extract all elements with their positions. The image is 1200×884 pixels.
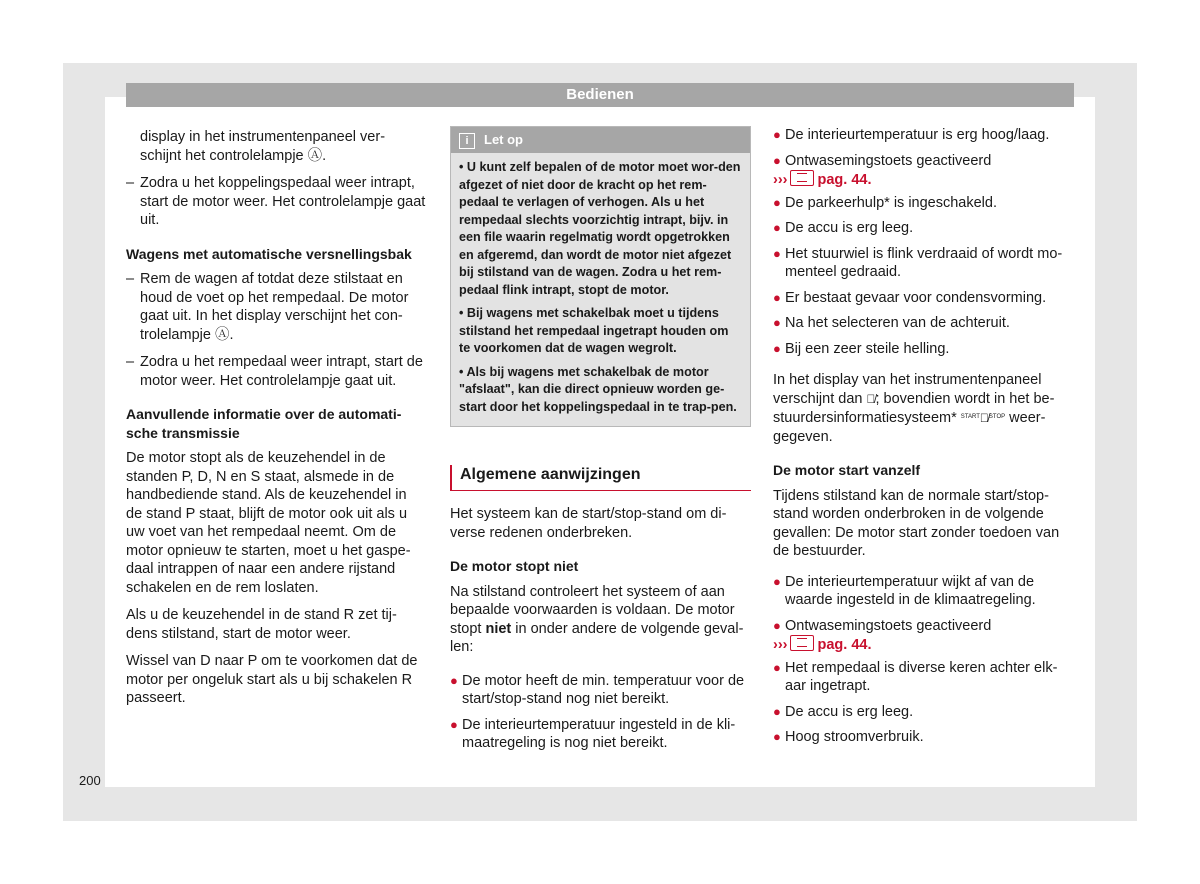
emphasis: niet [485,620,512,637]
continued-text: display in het instrumentenpaneel ver-schijnt het controlelampje Ⓐ. [140,129,386,164]
paragraph: Tijdens stilstand kan de normale start/stop-stand worden onderbroken in de volgende gevallen: De motor start zonder toedoen van de bestuurder. [773,487,1060,559]
list-item-text: Ontwasemingstoets geactiveerd [785,617,992,634]
book-icon [790,635,814,651]
bullet-icon: ● [773,340,781,356]
warning-item-text: Als bij wagens met schakelbak de motor "afslaat", kan die direct opnieuw worden ge-start door het koppelingspedaal in te trap-pen. [459,364,737,414]
bullet-icon: ● [773,289,781,305]
page-header: Bedienen [126,83,1074,107]
list-item [773,728,1075,747]
bullet-icon: ● [773,617,781,633]
list-item-text: Bij een zeer steile helling. [785,340,950,357]
bullet-icon: ● [773,573,781,589]
warning-item-text: Bij wagens met schakelbak moet u tijdens stilstand het rempedaal ingetrapt houden om te voorkomen dat de wagen wegrolt. [459,306,729,355]
warning-box [450,126,751,427]
list-item [773,617,1075,655]
text-run: Na stilstand controleert het systeem of aan bepaalde voorwaarden is voldaan. De motor stopt [450,583,735,637]
bullet-icon: ● [773,315,781,330]
page-reference[interactable]: ››› pag. 44. [773,172,872,188]
text-run: ; bovendien wordt in het be-stuurdersinformatiesysteem* [773,390,1055,426]
paragraph: Het systeem kan de start/stop-stand om di-verse redenen onderbreken. [450,506,727,541]
paragraph [773,371,1075,446]
start-stop-symbol-icon: Ⓐ̸ [866,391,876,406]
list-item [773,152,1075,190]
bullet-icon: ● [773,152,781,168]
warning-item: • Bij wagens met schakelbak moet u tijdens stilstand het rempedaal ingetrapt houden om te voorkomen dat de wagen wegrolt. [459,306,729,355]
list-item-text: Het rempedaal is diverse keren achter elk-aar ingetrapt. [785,659,1058,694]
bullet-icon: ● [773,194,781,210]
bullet-icon: ● [450,716,458,732]
column-left [126,128,426,717]
section-heading: De motor stopt niet [450,558,579,574]
paragraph: Wissel van D naar P om te voorkomen dat de motor per ongeluk start als u bij schakelen R passeert. [126,653,418,706]
list-item [773,314,1075,333]
dash-marker: – [126,271,135,287]
info-icon: i [459,133,475,149]
page-reference-label: pag. 44 [817,172,868,188]
dash-marker: – [126,354,135,370]
paragraph: De motor stopt als de keuzehendel in de standen P, D, N en S staat, alsmede in de handbediende stand. Als de keuzehendel in de stand P staat, blijft de motor ook uit als u uw voet van het rempedaal neemt. Om de motor opnieuw te starten, moet u het gaspe-daal intrappen of naar een andere rijstand schakelen en de rem loslaten. [126,450,411,596]
list-item-text: Zodra u het rempedaal weer intrapt, start de motor weer. Het controlelampje gaat uit. [140,354,423,389]
list-item-text: De parkeerhulp* is ingeschakeld. [785,194,997,211]
list-item [126,353,426,390]
list-item [773,126,1075,145]
list-item-text: De interieurtemperatuur is erg hoog/laag. [785,127,1050,143]
list-item [773,245,1075,282]
list-item [126,174,426,230]
list-item [773,703,1075,722]
bullet-icon: ● [773,729,781,744]
list-item-text: Rem de wagen af totdat deze stilstaat en houd de voet op het rempedaal. De motor gaat uit. In het display verschijnt het con-trolelampje Ⓐ. [140,271,409,343]
warning-title: Let op [484,132,523,147]
list-item-text: Ontwasemingstoets geactiveerd [785,152,992,169]
bullet-icon: ● [773,703,781,719]
bullet-icon: ● [773,659,781,675]
warning-item: • U kunt zelf bepalen of de motor moet wor-den afgezet of niet door de kracht op het rem-pedaal te verlagen of verhogen. Als u het rempedaal slechts voorzichtig intrapt, bijv. in een file waarin regelmatig wordt opgetrokken en afgeremd, dan wordt de motor niet afgezet bij stilstand van de wagen. Zodra u het rem-pedaal flink intrapt, stopt de motor. [459,160,741,297]
list-item [773,194,1075,213]
list-item-text: De interieurtemperatuur ingesteld in de kli-maatregeling is nog niet bereikt. [462,716,736,751]
list-item-text: Zodra u het koppelingspedaal weer intrapt, start de motor weer. Het controlelampje gaat uit. [140,175,426,228]
bullet-icon: ● [773,220,781,235]
start-label: START [960,414,980,420]
bullet-icon: ● [450,672,458,688]
list-item-text: De accu is erg leeg. [785,220,914,236]
page-reference-label: pag. 44 [817,637,868,653]
warning-item-text: U kunt zelf bepalen of de motor moet wor-den afgezet of niet door de kracht op het rem-pedaal te verlagen of verhogen. Als u het rempedaal slechts voorzichtig intrapt, bijv. in een file waarin regelmatig wordt opgetrokken en afgeremd, dan wordt de motor niet afgezet bij stilstand van de wagen. Zodra u het rem-pedaal flink intrapt, stopt de motor. [459,160,741,297]
list-item-text: Hoog stroomverbruik. [785,729,924,745]
list-item-text: Na het selecteren van de achteruit. [785,315,1010,331]
section-heading: Wagens met automatische versnellingsbak [126,245,412,262]
dash-marker: – [126,175,135,191]
text-run: weer-gegeven. [773,410,1046,445]
list-item [450,672,751,709]
list-item-text: De motor heeft de min. temperatuur voor de start/stop-stand nog niet bereikt. [462,672,745,707]
paragraph: Als u de keuzehendel in de stand R zet tij-dens stilstand, start de motor weer. [126,607,397,642]
section-heading: De motor start vanzelf [773,462,921,478]
chevrons-icon: ››› [773,172,788,188]
list-item [773,659,1075,696]
list-item [773,219,1075,238]
bullet-icon: ● [773,245,781,261]
list-item [773,289,1075,308]
bullet-icon: ● [773,127,781,142]
start-stop-symbol-icon: Ⓐ̸ [979,411,989,425]
section-title: Algemene aanwijzingen [450,465,751,491]
page-number: 200 [79,773,101,788]
list-item [450,716,751,753]
list-item-text: Er bestaat gevaar voor condensvorming. [785,289,1047,306]
paragraph [450,583,751,657]
book-icon [790,170,814,186]
text-run: In het display van het instrumentenpaneel verschijnt dan [773,372,1042,407]
text-run: in onder andere de volgende geval-len: [450,620,744,655]
column-middle [450,126,751,760]
list-item [773,573,1075,610]
page-reference[interactable]: ››› pag. 44. [773,637,872,653]
warning-item: • Als bij wagens met schakelbak de motor "afslaat", kan die direct opnieuw worden ge-start door het koppelingspedaal in te trap-pen. [459,364,737,414]
warning-header [451,127,750,153]
list-item-text: Het stuurwiel is flink verdraaid of wordt mo-menteel gedraaid. [785,245,1063,280]
list-item-text: De accu is erg leeg. [785,703,914,720]
list-item-text: De interieurtemperatuur wijkt af van de waarde ingesteld in de klimaatregeling. [785,573,1036,608]
chevrons-icon: ››› [773,637,788,653]
list-item [126,270,426,344]
section-heading: Aanvullende informatie over de automati-sche transmissie [126,406,402,441]
column-right [773,126,1075,754]
list-item [773,340,1075,359]
stop-label: STOP [988,414,1006,420]
warning-body [451,153,750,426]
